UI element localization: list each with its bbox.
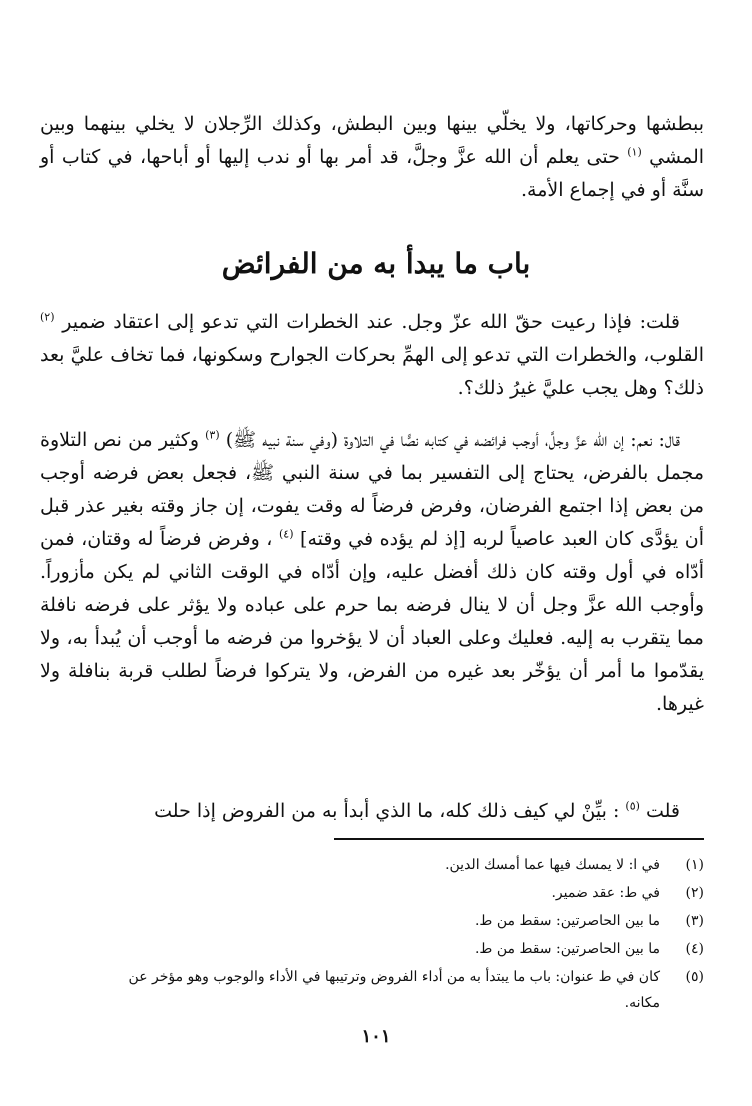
question2-text: قلت — [645, 800, 680, 822]
footnote-item — [104, 880, 704, 906]
answer1-part1: قال: نعم: إن الله عزَّ وجلَّ، أوجب فرائضه في كتابه نصًّا في التلاوة (وفي سنة نبيه ﷺ) — [225, 429, 681, 451]
footnote-number: (٥) — [685, 969, 704, 985]
footnote-number: (٢) — [685, 885, 704, 901]
footnote-ref-2: (٢) — [40, 310, 55, 324]
footnote-item — [104, 936, 704, 962]
footnote-item — [104, 964, 704, 1016]
footnote-text: ما بين الحاصرتين: سقط من ط. — [474, 941, 660, 957]
footnote-text: كان في ط عنوان: باب ما يبتدأ به من أداء الفروض وترتيبها في الأداء والوجوب وهو مؤخر عن مكانه. — [128, 969, 660, 1011]
intro-paragraph — [40, 108, 704, 207]
answer1-part2: وكثير من نص التلاوة مجمل بالفرض، يحتاج إلى التفسير بما في سنة النبي ﷺ، فجعل بعض فرضه أوجب من بعض إذا اجتمع الفرضان، وفرض فرضاً له وقت يفوت، إن جاز وقته بغير عذر قبل أن يؤدَّى كان العبد عاصياً لربه [إذ لم يؤده في وقته] — [40, 429, 704, 550]
question2-text-after: : بيِّنْ لي كيف ذلك كله، ما الذي أبدأ به من الفروض إذا حلت — [154, 800, 620, 822]
footnote-number: (٤) — [685, 941, 704, 957]
footnote-item — [104, 852, 704, 878]
footnote-text: في ط: عقد ضمير. — [551, 885, 660, 901]
footnote-divider — [334, 838, 704, 840]
footnote-number: (٣) — [685, 913, 704, 929]
intro-text: ببطشها وحركاتها، ولا يخلّي بينها وبين البطش، وكذلك الرِّجلان لا يخلي بينهما وبين المشي — [40, 113, 705, 168]
question-paragraph-1 — [40, 306, 704, 405]
question1-text: قلت: فإذا رعيت حقّ الله عزّ وجل. عند الخطرات التي تدعو إلى اعتقاد ضمير — [62, 311, 681, 333]
footnote-text: في ا: لا يمسك فيها عما أمسك الدين. — [445, 857, 660, 873]
page-number: ١٠١ — [361, 1026, 391, 1047]
answer-paragraph-1 — [40, 424, 704, 721]
footnote-number: (١) — [685, 857, 704, 873]
chapter-heading: باب ما يبدأ به من الفرائض — [221, 247, 531, 280]
footnote-ref-4: (٤) — [278, 527, 294, 541]
question1-text-after: القلوب، والخطرات التي تدعو إلى الهمِّ بحركات الجوارح وسكونها، فما تخاف عليَّ بعد ذلك؟ وهل يجب عليَّ غيرُ ذلك؟. — [40, 344, 704, 399]
footnote-text: ما بين الحاصرتين: سقط من ط. — [474, 913, 660, 929]
intro-text-after: حتى يعلم أن الله عزَّ وجلَّ، قد أمر بها أو ندب إليها أو أباحها، في كتاب أو سنَّة أو في إجماع الأمة. — [40, 146, 704, 201]
answer1-part3: ، وفرض فرضاً له وقتان، فمن أدّاه في أول وقته كان ذلك أفضل عليه، وإن أدّاه في الوقت الثاني لم يكن مأزوراً. وأوجب الله عزَّ وجل أن لا ينال فرضه بما حرم على عباده ولا يؤثر على فرضه نافلة مما يتقرب به إليه. فعليك وعلى العباد أن لا يؤخروا من فرضه ما أوجب أن يُبدأ به، ولا يقدّموا ما أمر أن يؤخّر بعد غيره من الفرض، ولا يتركوا فرضاً لطلب قربة بنافلة ولا غيرها. — [40, 528, 704, 715]
footnote-item — [104, 908, 704, 934]
footnote-ref-3: (٣) — [205, 428, 220, 442]
footnote-ref-5: (٥) — [625, 799, 640, 813]
question-paragraph-2 — [40, 795, 704, 828]
footnotes-list — [104, 852, 704, 1018]
footnote-ref-1: (١) — [627, 145, 642, 159]
